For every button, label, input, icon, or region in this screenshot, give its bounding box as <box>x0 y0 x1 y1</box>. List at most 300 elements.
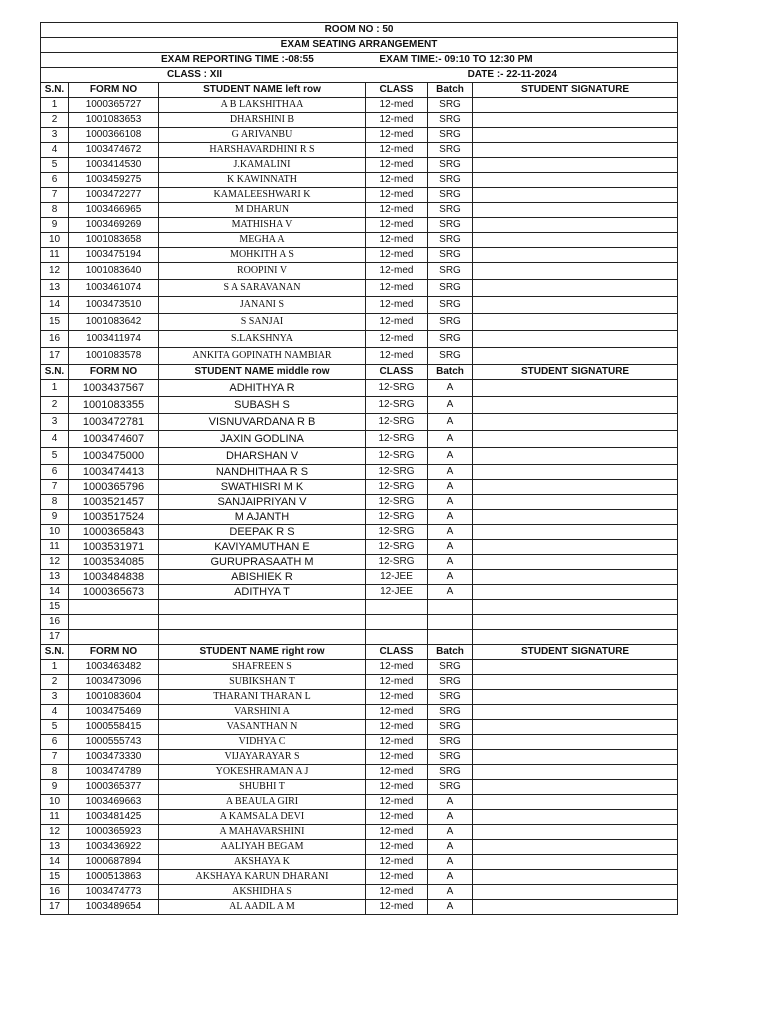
row-batch: SRG <box>428 248 473 263</box>
row-batch: A <box>428 885 473 900</box>
row-signature-cell <box>473 233 678 248</box>
sheet-title: EXAM SEATING ARRANGEMENT <box>41 38 678 53</box>
row-form-no: 1003466965 <box>69 203 159 218</box>
row-form-no: 1003469269 <box>69 218 159 233</box>
row-student-name: A MAHAVARSHINI <box>159 825 366 840</box>
row-form-no: 1003473330 <box>69 750 159 765</box>
row-student-name: SHAFREEN S <box>159 660 366 675</box>
row-class: 12-med <box>366 705 428 720</box>
row-student-name: KAMALEESHWARI K <box>159 188 366 203</box>
row-batch: SRG <box>428 128 473 143</box>
row-sn: 13 <box>41 280 69 297</box>
row-batch: SRG <box>428 750 473 765</box>
row-batch: A <box>428 570 473 585</box>
col-name-header: STUDENT NAME right row <box>159 645 366 660</box>
row-class: 12-SRG <box>366 448 428 465</box>
row-student-name <box>159 600 366 615</box>
row-class: 12-SRG <box>366 540 428 555</box>
row-student-name: A KAMSALA DEVI <box>159 810 366 825</box>
row-student-name: AL AADIL A M <box>159 900 366 915</box>
row-batch: SRG <box>428 203 473 218</box>
row-sn: 6 <box>41 735 69 750</box>
row-student-name: M AJANTH <box>159 510 366 525</box>
row-class: 12-JEE <box>366 585 428 600</box>
row-batch: A <box>428 810 473 825</box>
row-form-no: 1003474773 <box>69 885 159 900</box>
row-student-name: VIDHYA C <box>159 735 366 750</box>
row-class: 12-SRG <box>366 480 428 495</box>
row-student-name: A B LAKSHITHAA <box>159 98 366 113</box>
row-class: 12-SRG <box>366 510 428 525</box>
row-class: 12-med <box>366 188 428 203</box>
row-student-name: MOHKITH A S <box>159 248 366 263</box>
section-header-row <box>41 83 678 98</box>
row-signature-cell <box>473 825 678 840</box>
row-batch: SRG <box>428 660 473 675</box>
row-class: 12-med <box>366 248 428 263</box>
row-class <box>366 615 428 630</box>
row-class: 12-med <box>366 233 428 248</box>
row-class: 12-med <box>366 720 428 735</box>
row-sn: 1 <box>41 660 69 675</box>
table-row <box>41 870 678 885</box>
row-class: 12-med <box>366 280 428 297</box>
row-student-name: NANDHITHAA R S <box>159 465 366 480</box>
row-sn: 15 <box>41 314 69 331</box>
row-student-name: AALIYAH BEGAM <box>159 840 366 855</box>
row-batch: SRG <box>428 280 473 297</box>
table-row <box>41 465 678 480</box>
row-student-name: AKSHIDHA S <box>159 885 366 900</box>
row-form-no: 1003489654 <box>69 900 159 915</box>
row-form-no: 1003475469 <box>69 705 159 720</box>
row-form-no: 1003459275 <box>69 173 159 188</box>
table-row <box>41 765 678 780</box>
col-name-header: STUDENT NAME middle row <box>159 365 366 380</box>
table-row <box>41 113 678 128</box>
row-student-name: HARSHAVARDHINI R S <box>159 143 366 158</box>
row-sn: 11 <box>41 248 69 263</box>
row-form-no: 1003474413 <box>69 465 159 480</box>
row-sn: 7 <box>41 480 69 495</box>
table-row <box>41 540 678 555</box>
row-sn: 1 <box>41 380 69 397</box>
row-signature-cell <box>473 480 678 495</box>
row-signature-cell <box>473 448 678 465</box>
row-form-no: 1000365673 <box>69 585 159 600</box>
row-class: 12-med <box>366 113 428 128</box>
row-sn: 1 <box>41 98 69 113</box>
table-row <box>41 348 678 365</box>
row-student-name: DEEPAK R S <box>159 525 366 540</box>
row-class: 12-SRG <box>366 397 428 414</box>
row-signature-cell <box>473 750 678 765</box>
row-sn: 2 <box>41 397 69 414</box>
row-form-no: 1003472277 <box>69 188 159 203</box>
row-student-name: ADHITHYA R <box>159 380 366 397</box>
row-class: 12-SRG <box>366 380 428 397</box>
row-signature-cell <box>473 555 678 570</box>
row-form-no: 1003475000 <box>69 448 159 465</box>
row-signature-cell <box>473 188 678 203</box>
row-student-name: VISNUVARDANA R B <box>159 414 366 431</box>
row-student-name: VIJAYARAYAR S <box>159 750 366 765</box>
row-sn: 13 <box>41 840 69 855</box>
row-batch: A <box>428 855 473 870</box>
row-class: 12-med <box>366 348 428 365</box>
row-form-no: 1001083642 <box>69 314 159 331</box>
row-signature-cell <box>473 113 678 128</box>
row-form-no: 1003437567 <box>69 380 159 397</box>
row-student-name: G ARIVANBU <box>159 128 366 143</box>
col-class-header: CLASS <box>366 645 428 660</box>
row-student-name: J.KAMALINI <box>159 158 366 173</box>
table-row <box>41 280 678 297</box>
row-sn: 9 <box>41 510 69 525</box>
table-row <box>41 448 678 465</box>
row-form-no: 1003517524 <box>69 510 159 525</box>
row-class: 12-JEE <box>366 570 428 585</box>
row-signature-cell <box>473 280 678 297</box>
row-batch: A <box>428 795 473 810</box>
row-batch: A <box>428 585 473 600</box>
row-batch: A <box>428 840 473 855</box>
row-form-no: 1001083604 <box>69 690 159 705</box>
row-student-name: AKSHAYA KARUN DHARANI <box>159 870 366 885</box>
row-signature-cell <box>473 705 678 720</box>
row-student-name: VARSHINI A <box>159 705 366 720</box>
col-signature-header: STUDENT SIGNATURE <box>473 645 678 660</box>
row-student-name: AKSHAYA K <box>159 855 366 870</box>
row-form-no: 1003473510 <box>69 297 159 314</box>
row-signature-cell <box>473 331 678 348</box>
row-sn: 3 <box>41 128 69 143</box>
table-row <box>41 855 678 870</box>
row-sn: 6 <box>41 173 69 188</box>
row-student-name: DHARSHAN V <box>159 448 366 465</box>
row-signature-cell <box>473 203 678 218</box>
row-signature-cell <box>473 348 678 365</box>
row-signature-cell <box>473 380 678 397</box>
row-student-name: SANJAIPRIYAN V <box>159 495 366 510</box>
row-sn: 4 <box>41 705 69 720</box>
row-form-no: 1003461074 <box>69 280 159 297</box>
row-class: 12-med <box>366 143 428 158</box>
table-row <box>41 825 678 840</box>
row-class: 12-med <box>366 203 428 218</box>
col-signature-header: STUDENT SIGNATURE <box>473 365 678 380</box>
row-form-no: 1003463482 <box>69 660 159 675</box>
row-batch: SRG <box>428 173 473 188</box>
row-form-no: 1001083653 <box>69 113 159 128</box>
row-class <box>366 600 428 615</box>
row-form-no: 1003484838 <box>69 570 159 585</box>
row-class: 12-med <box>366 675 428 690</box>
row-student-name <box>159 615 366 630</box>
col-batch-header: Batch <box>428 365 473 380</box>
row-sn: 2 <box>41 675 69 690</box>
row-class: 12-med <box>366 870 428 885</box>
row-batch: SRG <box>428 735 473 750</box>
col-class-header: CLASS <box>366 83 428 98</box>
row-student-name: YOKESHRAMAN A J <box>159 765 366 780</box>
row-student-name: M DHARUN <box>159 203 366 218</box>
row-student-name: GURUPRASAATH M <box>159 555 366 570</box>
table-row <box>41 297 678 314</box>
row-signature-cell <box>473 525 678 540</box>
table-row <box>41 615 678 630</box>
table-row <box>41 173 678 188</box>
col-form-header: FORM NO <box>69 83 159 98</box>
row-form-no: 1000365843 <box>69 525 159 540</box>
row-sn: 2 <box>41 113 69 128</box>
row-signature-cell <box>473 465 678 480</box>
row-class: 12-med <box>366 128 428 143</box>
row-signature-cell <box>473 735 678 750</box>
row-form-no <box>69 600 159 615</box>
time-row <box>41 53 678 68</box>
row-signature-cell <box>473 248 678 263</box>
row-sn: 8 <box>41 765 69 780</box>
table-row <box>41 720 678 735</box>
table-row <box>41 248 678 263</box>
row-form-no: 1003481425 <box>69 810 159 825</box>
row-batch: A <box>428 480 473 495</box>
col-form-header: FORM NO <box>69 645 159 660</box>
row-form-no: 1003474789 <box>69 765 159 780</box>
table-row <box>41 380 678 397</box>
row-student-name <box>159 630 366 645</box>
row-sn: 15 <box>41 870 69 885</box>
table-row <box>41 128 678 143</box>
class-label: CLASS : XII <box>167 69 223 80</box>
row-batch: A <box>428 431 473 448</box>
col-sn-header: S.N. <box>41 645 69 660</box>
row-sn: 10 <box>41 525 69 540</box>
row-batch: A <box>428 540 473 555</box>
table-row <box>41 660 678 675</box>
row-signature-cell <box>473 263 678 280</box>
row-class: 12-med <box>366 795 428 810</box>
row-batch: SRG <box>428 705 473 720</box>
col-signature-header: STUDENT SIGNATURE <box>473 83 678 98</box>
row-sn: 9 <box>41 780 69 795</box>
row-batch: A <box>428 414 473 431</box>
table-row <box>41 630 678 645</box>
row-form-no: 1001083355 <box>69 397 159 414</box>
table-row <box>41 555 678 570</box>
table-row <box>41 795 678 810</box>
row-sn: 5 <box>41 720 69 735</box>
row-sn: 3 <box>41 414 69 431</box>
col-name-header: STUDENT NAME left row <box>159 83 366 98</box>
row-form-no: 1003436922 <box>69 840 159 855</box>
row-sn: 7 <box>41 750 69 765</box>
row-student-name: ABISHIEK R <box>159 570 366 585</box>
table-row <box>41 600 678 615</box>
exam-time: EXAM TIME:- 09:10 TO 12:30 PM <box>379 54 533 65</box>
row-student-name: K KAWINNATH <box>159 173 366 188</box>
section-header-row <box>41 645 678 660</box>
row-sn: 3 <box>41 690 69 705</box>
row-form-no: 1003474607 <box>69 431 159 448</box>
row-class: 12-SRG <box>366 414 428 431</box>
col-form-header: FORM NO <box>69 365 159 380</box>
row-student-name: S SANJAI <box>159 314 366 331</box>
row-signature-cell <box>473 855 678 870</box>
table-row <box>41 510 678 525</box>
section-header-row <box>41 365 678 380</box>
row-batch <box>428 630 473 645</box>
exam-date: DATE :- 22-11-2024 <box>467 69 557 80</box>
col-batch-header: Batch <box>428 83 473 98</box>
row-class: 12-med <box>366 900 428 915</box>
col-sn-header: S.N. <box>41 83 69 98</box>
row-sn: 7 <box>41 188 69 203</box>
row-signature-cell <box>473 660 678 675</box>
row-class: 12-med <box>366 690 428 705</box>
row-class: 12-med <box>366 735 428 750</box>
row-class: 12-SRG <box>366 495 428 510</box>
table-row <box>41 780 678 795</box>
row-signature-cell <box>473 720 678 735</box>
row-class: 12-med <box>366 173 428 188</box>
row-form-no: 1000513863 <box>69 870 159 885</box>
row-sn: 11 <box>41 540 69 555</box>
row-form-no: 1003521457 <box>69 495 159 510</box>
table-row <box>41 480 678 495</box>
row-batch: SRG <box>428 675 473 690</box>
row-signature-cell <box>473 585 678 600</box>
row-class: 12-med <box>366 855 428 870</box>
row-signature-cell <box>473 690 678 705</box>
row-sn: 12 <box>41 263 69 280</box>
row-student-name: VASANTHAN N <box>159 720 366 735</box>
row-form-no: 1000555743 <box>69 735 159 750</box>
class-date-row <box>41 68 678 83</box>
row-student-name: SUBASH S <box>159 397 366 414</box>
row-class: 12-med <box>366 660 428 675</box>
row-signature-cell <box>473 173 678 188</box>
title-row <box>41 38 678 53</box>
row-class: 12-med <box>366 314 428 331</box>
row-form-no: 1003414530 <box>69 158 159 173</box>
table-row <box>41 331 678 348</box>
row-student-name: MATHISHA V <box>159 218 366 233</box>
table-row <box>41 98 678 113</box>
row-class: 12-med <box>366 780 428 795</box>
row-signature-cell <box>473 570 678 585</box>
row-student-name: A BEAULA GIRI <box>159 795 366 810</box>
row-signature-cell <box>473 810 678 825</box>
row-form-no: 1003473096 <box>69 675 159 690</box>
row-student-name: SHUBHI T <box>159 780 366 795</box>
row-signature-cell <box>473 314 678 331</box>
table-row <box>41 690 678 705</box>
row-batch: A <box>428 870 473 885</box>
room-row <box>41 23 678 38</box>
row-student-name: ADITHYA T <box>159 585 366 600</box>
seating-table <box>40 22 678 915</box>
row-student-name: KAVIYAMUTHAN E <box>159 540 366 555</box>
row-class: 12-med <box>366 331 428 348</box>
table-row <box>41 750 678 765</box>
table-row <box>41 570 678 585</box>
row-form-no <box>69 615 159 630</box>
row-sn: 6 <box>41 465 69 480</box>
row-sn: 14 <box>41 297 69 314</box>
row-sn: 14 <box>41 855 69 870</box>
row-signature-cell <box>473 765 678 780</box>
row-batch: SRG <box>428 331 473 348</box>
table-row <box>41 397 678 414</box>
row-batch: SRG <box>428 143 473 158</box>
table-row <box>41 495 678 510</box>
row-signature-cell <box>473 675 678 690</box>
row-signature-cell <box>473 840 678 855</box>
row-sn: 14 <box>41 585 69 600</box>
row-sn: 16 <box>41 331 69 348</box>
row-class: 12-med <box>366 840 428 855</box>
row-form-no: 1003534085 <box>69 555 159 570</box>
row-form-no: 1003472781 <box>69 414 159 431</box>
row-signature-cell <box>473 870 678 885</box>
row-form-no <box>69 630 159 645</box>
row-batch: A <box>428 380 473 397</box>
row-form-no: 1000687894 <box>69 855 159 870</box>
row-signature-cell <box>473 615 678 630</box>
row-signature-cell <box>473 540 678 555</box>
row-student-name: S A SARAVANAN <box>159 280 366 297</box>
row-class: 12-med <box>366 885 428 900</box>
col-batch-header: Batch <box>428 645 473 660</box>
row-class: 12-SRG <box>366 431 428 448</box>
row-sn: 17 <box>41 900 69 915</box>
row-sn: 8 <box>41 495 69 510</box>
row-student-name: MEGHA A <box>159 233 366 248</box>
table-row <box>41 188 678 203</box>
row-class: 12-SRG <box>366 465 428 480</box>
row-sn: 5 <box>41 448 69 465</box>
row-class: 12-SRG <box>366 525 428 540</box>
table-row <box>41 158 678 173</box>
row-sn: 10 <box>41 795 69 810</box>
row-signature-cell <box>473 495 678 510</box>
table-row <box>41 314 678 331</box>
row-batch: SRG <box>428 158 473 173</box>
row-signature-cell <box>473 780 678 795</box>
row-sn: 8 <box>41 203 69 218</box>
row-batch <box>428 600 473 615</box>
row-signature-cell <box>473 218 678 233</box>
row-student-name: JAXIN GODLINA <box>159 431 366 448</box>
row-batch: SRG <box>428 780 473 795</box>
table-row <box>41 585 678 600</box>
row-student-name: SUBIKSHAN T <box>159 675 366 690</box>
row-form-no: 1000365796 <box>69 480 159 495</box>
row-batch <box>428 615 473 630</box>
row-signature-cell <box>473 158 678 173</box>
row-student-name: S.LAKSHNYA <box>159 331 366 348</box>
table-row <box>41 233 678 248</box>
row-form-no: 1000365923 <box>69 825 159 840</box>
row-signature-cell <box>473 397 678 414</box>
row-form-no: 1003469663 <box>69 795 159 810</box>
row-sn: 17 <box>41 348 69 365</box>
table-row <box>41 885 678 900</box>
row-sn: 10 <box>41 233 69 248</box>
row-batch: A <box>428 825 473 840</box>
